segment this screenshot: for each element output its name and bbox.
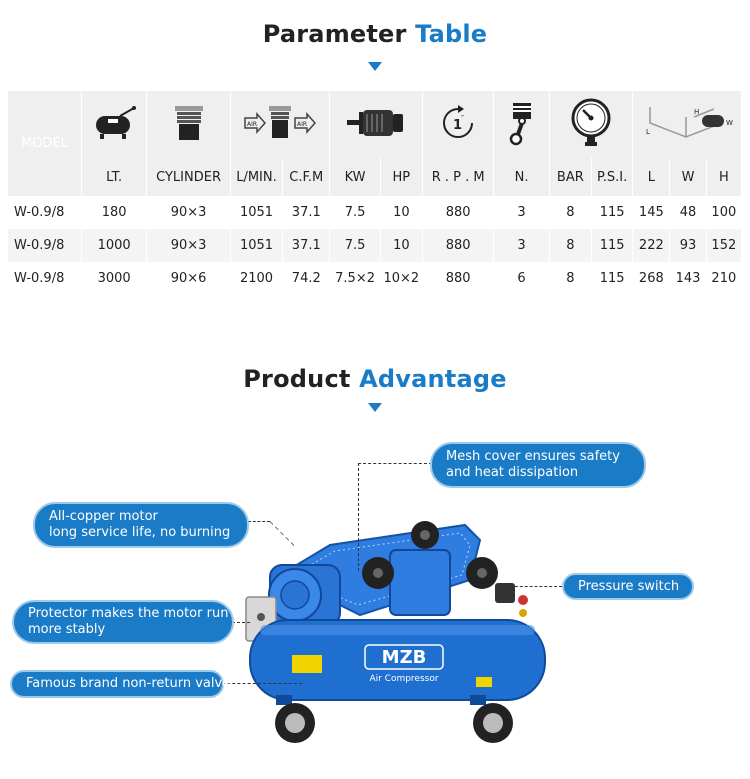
- svg-text:″: ″: [461, 113, 465, 123]
- leader-line: [358, 463, 359, 571]
- title-part-dark: Product: [243, 365, 351, 393]
- motor-icon: [330, 91, 423, 158]
- table-cell: 10×2: [380, 262, 422, 295]
- down-triangle-icon: [368, 403, 382, 412]
- leader-line: [510, 586, 562, 587]
- table-cell: 268: [633, 262, 670, 295]
- callout-mesh-cover: Mesh cover ensures safety and heat dissipation: [430, 442, 646, 488]
- leader-line: [358, 463, 432, 464]
- callout-copper-motor: All-copper motor long service life, no burning: [33, 502, 249, 548]
- table-cell: 152: [706, 229, 741, 262]
- table-cell: W-0.9/8: [8, 229, 81, 262]
- parameter-table: [8, 91, 742, 295]
- airflow-icon: [230, 91, 330, 158]
- column-header: W: [670, 158, 706, 196]
- title-part-blue: Advantage: [359, 365, 507, 393]
- column-header: LT.: [81, 158, 146, 196]
- table-cell: 8: [549, 196, 591, 229]
- table-row: [8, 196, 742, 229]
- table-cell: 1000: [81, 229, 146, 262]
- column-header: C.F.M: [283, 158, 330, 196]
- table-cell: 10: [380, 229, 422, 262]
- icon-row: [8, 91, 742, 158]
- table-cell: 210: [706, 262, 741, 295]
- rpm-icon: [422, 91, 493, 158]
- table-cell: 100: [706, 196, 741, 229]
- table-cell: 7.5×2: [330, 262, 380, 295]
- column-header: P.S.I.: [591, 158, 632, 196]
- svg-text:L: L: [646, 127, 651, 136]
- model-header: MODEL: [8, 91, 81, 196]
- column-header: CYLINDER: [147, 158, 231, 196]
- product-advantage-title: [0, 365, 750, 393]
- table-cell: 3: [494, 229, 549, 262]
- leader-line: [248, 521, 270, 522]
- table-cell: 3000: [81, 262, 146, 295]
- leader-line: [222, 683, 302, 684]
- leader-line: [232, 622, 250, 623]
- table-cell: 8: [549, 262, 591, 295]
- table-cell: 880: [422, 262, 493, 295]
- brand-logo-text: MZB: [381, 647, 427, 668]
- table-cell: 37.1: [283, 229, 330, 262]
- table-cell: 90×3: [147, 229, 231, 262]
- table-cell: 90×6: [147, 262, 231, 295]
- column-header: N.: [494, 158, 549, 196]
- table-cell: 145: [633, 196, 670, 229]
- table-cell: 37.1: [283, 196, 330, 229]
- table-cell: 880: [422, 229, 493, 262]
- table-cell: 3: [494, 196, 549, 229]
- column-header: HP: [380, 158, 422, 196]
- column-header: BAR: [549, 158, 591, 196]
- callout-pressure-switch: Pressure switch: [562, 573, 694, 600]
- table-cell: W-0.9/8: [8, 262, 81, 295]
- parameter-table-title: [0, 20, 750, 48]
- svg-text:AIR: AIR: [297, 120, 308, 128]
- column-header: R . P . M: [422, 158, 493, 196]
- title-part-blue: Table: [415, 20, 488, 48]
- table-cell: 7.5: [330, 229, 380, 262]
- table-cell: 10: [380, 196, 422, 229]
- table-cell: 115: [591, 262, 632, 295]
- tank-icon: [81, 91, 146, 158]
- table-cell: 74.2: [283, 262, 330, 295]
- table-cell: 2100: [230, 262, 282, 295]
- column-header-row: [8, 158, 742, 196]
- column-header: H: [706, 158, 741, 196]
- title-part-dark: Parameter: [262, 20, 407, 48]
- table-cell: 115: [591, 196, 632, 229]
- table-cell: 8: [549, 229, 591, 262]
- table-cell: 6: [494, 262, 549, 295]
- table-cell: W-0.9/8: [8, 196, 81, 229]
- brand-subtitle: Air Compressor: [369, 674, 439, 684]
- table-cell: 93: [670, 229, 706, 262]
- cylinder-icon: [147, 91, 231, 158]
- table-cell: 1051: [230, 196, 282, 229]
- table-row: [8, 229, 742, 262]
- table-row: [8, 262, 742, 295]
- rpm-icon-text: 1: [453, 117, 463, 133]
- pressure-gauge-icon: [549, 91, 633, 158]
- table-cell: 880: [422, 196, 493, 229]
- svg-text:H: H: [694, 107, 700, 116]
- column-header: L: [633, 158, 670, 196]
- piston-icon: [494, 91, 549, 158]
- down-triangle-icon: [368, 62, 382, 71]
- table-cell: 48: [670, 196, 706, 229]
- table-cell: 143: [670, 262, 706, 295]
- column-header: KW: [330, 158, 380, 196]
- table-cell: 115: [591, 229, 632, 262]
- column-header: L/MIN.: [230, 158, 282, 196]
- svg-text:W: W: [726, 118, 734, 127]
- table-cell: 222: [633, 229, 670, 262]
- table-cell: 1051: [230, 229, 282, 262]
- svg-text:AIR: AIR: [247, 120, 258, 128]
- callout-check-valve: Famous brand non-return valve: [10, 670, 224, 698]
- dimensions-icon: [633, 91, 742, 158]
- table-cell: 180: [81, 196, 146, 229]
- table-cell: 90×3: [147, 196, 231, 229]
- table-cell: 7.5: [330, 196, 380, 229]
- callout-protector: Protector makes the motor run more stably: [12, 600, 234, 644]
